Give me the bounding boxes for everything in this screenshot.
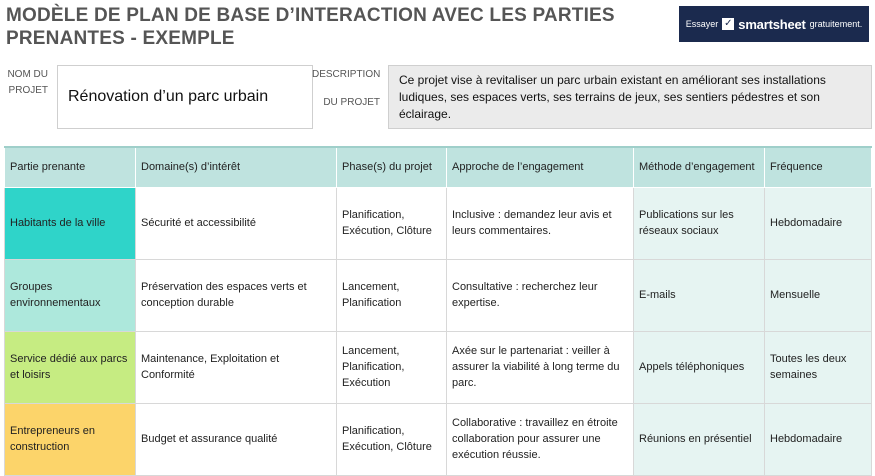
- project-name-field[interactable]: Rénovation d’un parc urbain: [57, 65, 313, 129]
- cell-interest[interactable]: Budget et assurance qualité: [136, 403, 337, 475]
- cell-approach[interactable]: Inclusive : demandez leur avis et leurs commentaires.: [447, 187, 634, 259]
- cell-phase[interactable]: Lancement, Planification: [337, 259, 447, 331]
- cell-interest[interactable]: Préservation des espaces verts et conception durable: [136, 259, 337, 331]
- cell-stakeholder[interactable]: Entrepreneurs en construction: [5, 403, 136, 475]
- cell-stakeholder[interactable]: Groupes environnementaux: [5, 259, 136, 331]
- project-name-label: NOM DU PROJET: [7, 69, 48, 96]
- cell-method[interactable]: Réunions en présentiel: [634, 403, 765, 475]
- cell-stakeholder[interactable]: Habitants de la ville: [5, 187, 136, 259]
- header-stakeholder: Partie prenante: [5, 147, 136, 187]
- project-description-label: DESCRIPTION DU PROJET: [312, 69, 381, 108]
- page-title: MODÈLE DE PLAN DE BASE D’INTERACTION AVEC LES PARTIES PRENANTES - EXEMPLE: [6, 5, 615, 49]
- cell-frequency[interactable]: Toutes les deux semaines: [765, 331, 872, 403]
- cell-method[interactable]: E-mails: [634, 259, 765, 331]
- header-method: Méthode d’engagement: [634, 147, 765, 187]
- cell-phase[interactable]: Planification, Exécution, Clôture: [337, 403, 447, 475]
- cell-stakeholder[interactable]: Service dédié aux parcs et loisirs: [5, 331, 136, 403]
- cell-approach[interactable]: Consultative : recherchez leur expertise.: [447, 259, 634, 331]
- cell-frequency[interactable]: Mensuelle: [765, 259, 872, 331]
- table-row: [5, 259, 872, 331]
- cell-frequency[interactable]: Hebdomadaire: [765, 403, 872, 475]
- promo-brand: smartsheet: [738, 16, 806, 32]
- cell-method[interactable]: Appels téléphoniques: [634, 331, 765, 403]
- table-row: [5, 187, 872, 259]
- stakeholder-table: [4, 146, 872, 476]
- cell-phase[interactable]: Lancement, Planification, Exécution: [337, 331, 447, 403]
- promo-suffix: gratuitement.: [809, 19, 863, 29]
- project-description-field[interactable]: Ce projet vise à revitaliser un parc urbain existant en améliorant ses installations ludiques, ses espaces verts, ses terrains de jeux, ses sentiers pédestres et son éclairage.: [388, 65, 872, 129]
- promo-prefix: Essayer: [685, 19, 719, 29]
- cell-interest[interactable]: Maintenance, Exploitation et Conformité: [136, 331, 337, 403]
- cell-phase[interactable]: Planification, Exécution, Clôture: [337, 187, 447, 259]
- table-header-row: [5, 147, 872, 187]
- cell-approach[interactable]: Axée sur le partenariat : veiller à assurer la viabilité à long terme du parc.: [447, 331, 634, 403]
- cell-approach[interactable]: Collaborative : travaillez en étroite collaboration pour assurer une exécution réussie.: [447, 403, 634, 475]
- header-frequency: Fréquence: [765, 147, 872, 187]
- cell-frequency[interactable]: Hebdomadaire: [765, 187, 872, 259]
- header-interest: Domaine(s) d’intérêt: [136, 147, 337, 187]
- table-row: [5, 331, 872, 403]
- smartsheet-trial-banner[interactable]: [679, 6, 869, 42]
- header-approach: Approche de l’engagement: [447, 147, 634, 187]
- cell-interest[interactable]: Sécurité et accessibilité: [136, 187, 337, 259]
- table-row: [5, 403, 872, 475]
- header-phase: Phase(s) du projet: [337, 147, 447, 187]
- check-icon: ✓: [724, 18, 733, 29]
- cell-method[interactable]: Publications sur les réseaux sociaux: [634, 187, 765, 259]
